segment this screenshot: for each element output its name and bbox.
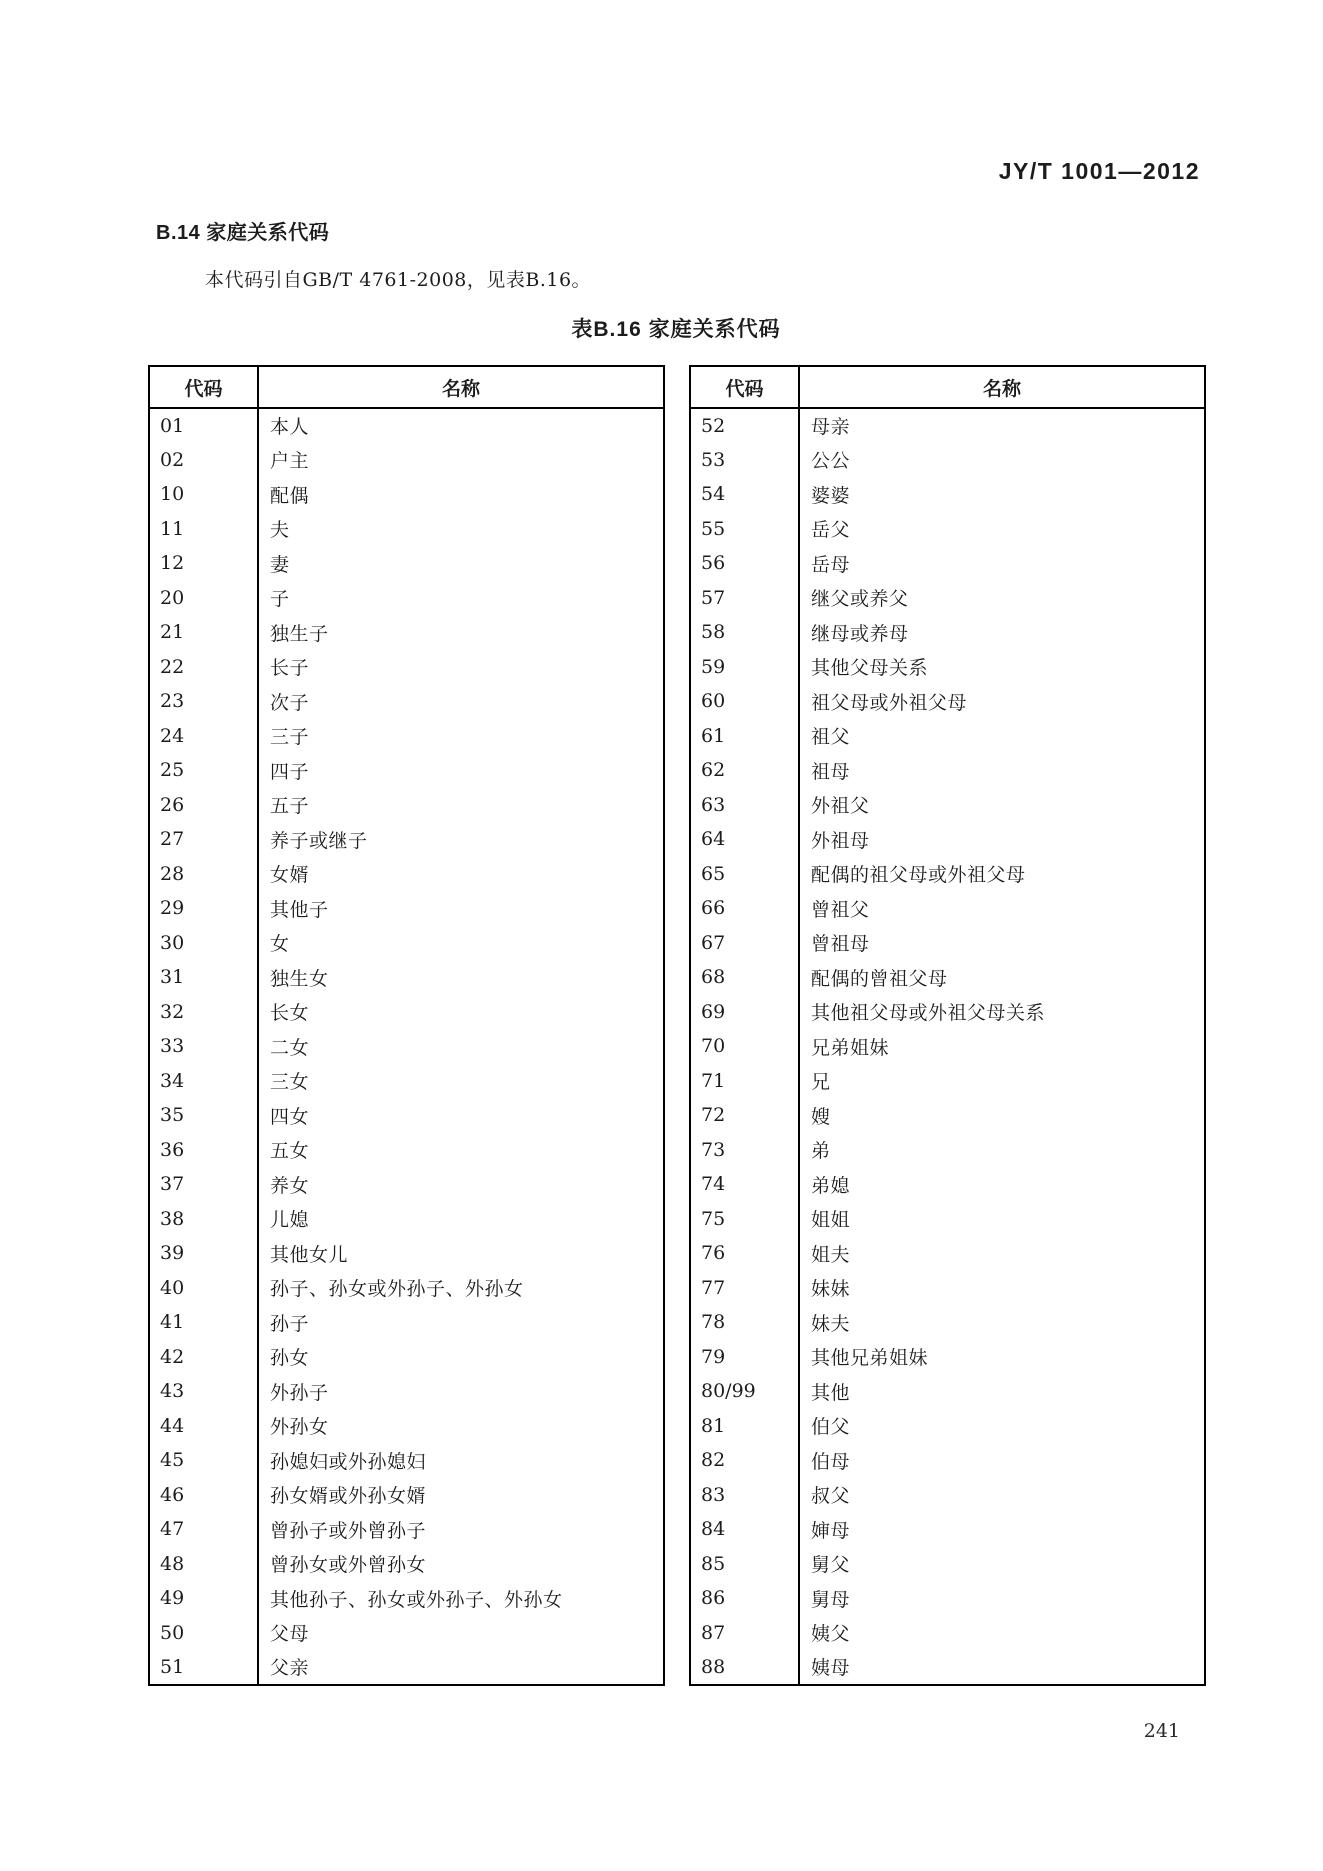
- name-cell: 弟: [811, 1140, 831, 1163]
- column-header-name: 名称: [799, 366, 1205, 408]
- code-cell: 02: [149, 443, 258, 478]
- code-cell: 32: [149, 995, 258, 1030]
- table-row: [690, 1098, 1205, 1133]
- name-cell: 祖父: [811, 726, 851, 749]
- name-cell: 其他祖父母或外祖父母关系: [811, 1002, 1046, 1025]
- name-cell: 曾祖母: [811, 933, 870, 956]
- table-row: [149, 1305, 664, 1340]
- table-row: [690, 1029, 1205, 1064]
- code-cell: 74: [690, 1167, 799, 1202]
- name-cell: 母亲: [811, 416, 851, 439]
- code-cell: 59: [690, 650, 799, 685]
- name-cell: 子: [270, 588, 290, 611]
- name-cell: 配偶: [270, 484, 310, 507]
- table-row: [690, 719, 1205, 754]
- table-row: [149, 926, 664, 961]
- name-cell: 祖父母或外祖父母: [811, 691, 968, 714]
- intro-paragraph: 本代码引自GB/T 4761-2008，见表B.16。: [205, 269, 592, 291]
- name-cell: 祖母: [811, 760, 851, 783]
- code-table: [148, 365, 665, 1686]
- table-row: [149, 1650, 664, 1685]
- table-row: [149, 1167, 664, 1202]
- code-cell: 72: [690, 1098, 799, 1133]
- table-row: [149, 822, 664, 857]
- table-row: [149, 443, 664, 478]
- table-row: [690, 926, 1205, 961]
- table-row: [149, 477, 664, 512]
- name-cell: 养女: [270, 1174, 310, 1197]
- code-cell: 71: [690, 1064, 799, 1099]
- code-cell: 64: [690, 822, 799, 857]
- table-row: [149, 1512, 664, 1547]
- code-cell: 11: [149, 512, 258, 547]
- name-cell: 其他女儿: [270, 1243, 349, 1266]
- name-cell: 姨母: [811, 1657, 851, 1680]
- table-row: [690, 684, 1205, 719]
- name-cell: 舅父: [811, 1554, 851, 1577]
- table-row: [690, 1547, 1205, 1582]
- code-cell: 01: [149, 408, 258, 443]
- table-row: [149, 1581, 664, 1616]
- code-cell: 26: [149, 788, 258, 823]
- name-cell: 妻: [270, 553, 290, 576]
- code-cell: 63: [690, 788, 799, 823]
- table-row: [149, 1616, 664, 1651]
- name-cell: 嫂: [811, 1105, 831, 1128]
- code-cell: 79: [690, 1340, 799, 1375]
- code-cell: 54: [690, 477, 799, 512]
- code-cell: 77: [690, 1271, 799, 1306]
- name-cell: 弟媳: [811, 1174, 851, 1197]
- table-row: [149, 788, 664, 823]
- code-cell: 21: [149, 615, 258, 650]
- code-cell: 42: [149, 1340, 258, 1375]
- table-row: [690, 408, 1205, 443]
- table-row: [690, 1374, 1205, 1409]
- name-cell: 孙媳妇或外孙媳妇: [270, 1450, 427, 1473]
- name-cell: 女婿: [270, 864, 310, 887]
- table-row: [690, 1236, 1205, 1271]
- code-cell: 81: [690, 1409, 799, 1444]
- name-cell: 五女: [270, 1140, 310, 1163]
- code-cell: 45: [149, 1443, 258, 1478]
- name-cell: 女: [270, 933, 290, 956]
- code-cell: 75: [690, 1202, 799, 1237]
- code-cell: 46: [149, 1478, 258, 1513]
- table-row: [690, 443, 1205, 478]
- name-cell: 叔父: [811, 1485, 851, 1508]
- table-caption: 表B.16 家庭关系代码: [571, 318, 781, 341]
- code-cell: 34: [149, 1064, 258, 1099]
- table-row: [149, 1340, 664, 1375]
- name-cell: 配偶的曾祖父母: [811, 967, 948, 990]
- code-cell: 36: [149, 1133, 258, 1168]
- table-row: [690, 1512, 1205, 1547]
- name-cell: 外祖母: [811, 829, 870, 852]
- code-cell: 20: [149, 581, 258, 616]
- table-row: [149, 857, 664, 892]
- name-cell: 三女: [270, 1071, 310, 1094]
- document-code-header: JY/T 1001—2012: [998, 158, 1200, 184]
- name-cell: 姐夫: [811, 1243, 851, 1266]
- table-row: [690, 477, 1205, 512]
- table-row: [690, 1133, 1205, 1168]
- table-row: [690, 1616, 1205, 1651]
- table-row: [149, 1374, 664, 1409]
- section-heading: B.14 家庭关系代码: [156, 222, 330, 244]
- name-cell: 其他子: [270, 898, 329, 921]
- name-cell: 孙女婿或外孙女婿: [270, 1485, 427, 1508]
- name-cell: 配偶的祖父母或外祖父母: [811, 864, 1026, 887]
- code-cell: 87: [690, 1616, 799, 1651]
- code-cell: 52: [690, 408, 799, 443]
- code-cell: 37: [149, 1167, 258, 1202]
- table-row: [690, 1478, 1205, 1513]
- table-row: [690, 1305, 1205, 1340]
- name-cell: 公公: [811, 450, 851, 473]
- table-row: [690, 1202, 1205, 1237]
- table-row: [149, 1202, 664, 1237]
- table-row: [149, 1029, 664, 1064]
- code-cell: 73: [690, 1133, 799, 1168]
- code-cell: 41: [149, 1305, 258, 1340]
- name-cell: 父母: [270, 1623, 310, 1646]
- name-cell: 其他: [811, 1381, 851, 1404]
- name-cell: 本人: [270, 416, 310, 439]
- code-cell: 69: [690, 995, 799, 1030]
- code-cell: 24: [149, 719, 258, 754]
- name-cell: 妹妹: [811, 1278, 851, 1301]
- name-cell: 二女: [270, 1036, 310, 1059]
- table-row: [690, 822, 1205, 857]
- table-row: [690, 1064, 1205, 1099]
- table-row: [149, 650, 664, 685]
- code-cell: 68: [690, 960, 799, 995]
- table-row: [149, 1236, 664, 1271]
- table-row: [690, 857, 1205, 892]
- family-relation-table-right: [689, 365, 1206, 1686]
- code-cell: 50: [149, 1616, 258, 1651]
- code-cell: 67: [690, 926, 799, 961]
- table-row: [690, 615, 1205, 650]
- table-row: [149, 1064, 664, 1099]
- table-row: [149, 1547, 664, 1582]
- name-cell: 舅母: [811, 1588, 851, 1611]
- name-cell: 孙子、孙女或外孙子、外孙女: [270, 1278, 524, 1301]
- code-cell: 88: [690, 1650, 799, 1685]
- code-cell: 47: [149, 1512, 258, 1547]
- name-cell: 姐姐: [811, 1209, 851, 1232]
- code-cell: 76: [690, 1236, 799, 1271]
- name-cell: 四女: [270, 1105, 310, 1128]
- table-row: [149, 615, 664, 650]
- table-row: [690, 1581, 1205, 1616]
- name-cell: 三子: [270, 726, 310, 749]
- name-cell: 妹夫: [811, 1312, 851, 1335]
- table-row: [149, 995, 664, 1030]
- code-cell: 51: [149, 1650, 258, 1685]
- code-table: [689, 365, 1206, 1686]
- table-row: [149, 581, 664, 616]
- code-cell: 30: [149, 926, 258, 961]
- table-row: [149, 546, 664, 581]
- name-cell: 曾孙子或外曾孙子: [270, 1519, 427, 1542]
- code-cell: 65: [690, 857, 799, 892]
- table-row: [149, 408, 664, 443]
- name-cell: 岳父: [811, 519, 851, 542]
- name-cell: 长女: [270, 1002, 310, 1025]
- code-cell: 57: [690, 581, 799, 616]
- code-cell: 78: [690, 1305, 799, 1340]
- table-row: [149, 512, 664, 547]
- name-cell: 孙子: [270, 1312, 310, 1335]
- table-row: [149, 684, 664, 719]
- table-row: [690, 1650, 1205, 1685]
- code-cell: 25: [149, 753, 258, 788]
- code-cell: 55: [690, 512, 799, 547]
- family-relation-table-left: [148, 365, 665, 1686]
- name-cell: 夫: [270, 519, 290, 542]
- table-row: [690, 512, 1205, 547]
- name-cell: 伯父: [811, 1416, 851, 1439]
- table-row: [149, 1133, 664, 1168]
- table-row: [149, 719, 664, 754]
- code-cell: 35: [149, 1098, 258, 1133]
- table-row: [690, 581, 1205, 616]
- column-header-code: 代码: [149, 366, 258, 408]
- name-cell: 兄弟姐妹: [811, 1036, 890, 1059]
- table-row: [149, 1409, 664, 1444]
- table-row: [690, 650, 1205, 685]
- name-cell: 曾祖父: [811, 898, 870, 921]
- code-cell: 83: [690, 1478, 799, 1513]
- name-cell: 继母或养母: [811, 622, 909, 645]
- table-row: [149, 753, 664, 788]
- table-row: [690, 788, 1205, 823]
- code-cell: 85: [690, 1547, 799, 1582]
- code-cell: 10: [149, 477, 258, 512]
- code-cell: 48: [149, 1547, 258, 1582]
- name-cell: 独生女: [270, 967, 329, 990]
- name-cell: 姨父: [811, 1623, 851, 1646]
- table-row: [690, 1340, 1205, 1375]
- code-cell: 82: [690, 1443, 799, 1478]
- code-cell: 22: [149, 650, 258, 685]
- table-row: [690, 546, 1205, 581]
- code-cell: 61: [690, 719, 799, 754]
- name-cell: 伯母: [811, 1450, 851, 1473]
- table-row: [149, 1443, 664, 1478]
- table-row: [149, 960, 664, 995]
- name-cell: 其他兄弟姐妹: [811, 1347, 929, 1370]
- name-cell: 次子: [270, 691, 310, 714]
- code-cell: 43: [149, 1374, 258, 1409]
- page-number: 241: [1143, 1720, 1180, 1742]
- table-header-row: [149, 366, 664, 408]
- name-cell: 曾孙女或外曾孙女: [270, 1554, 427, 1577]
- name-cell: 岳母: [811, 553, 851, 576]
- name-cell: 孙女: [270, 1347, 310, 1370]
- code-cell: 58: [690, 615, 799, 650]
- table-row: [149, 1478, 664, 1513]
- name-cell: 儿媳: [270, 1209, 310, 1232]
- name-cell: 父亲: [270, 1657, 310, 1680]
- table-row: [690, 1409, 1205, 1444]
- code-cell: 23: [149, 684, 258, 719]
- name-cell: 继父或养父: [811, 588, 909, 611]
- code-cell: 29: [149, 891, 258, 926]
- table-row: [149, 1271, 664, 1306]
- name-cell: 外祖父: [811, 795, 870, 818]
- code-cell: 44: [149, 1409, 258, 1444]
- name-cell: 养子或继子: [270, 829, 368, 852]
- code-cell: 70: [690, 1029, 799, 1064]
- name-cell: 兄: [811, 1071, 831, 1094]
- name-cell: 婆婆: [811, 484, 851, 507]
- table-row: [690, 891, 1205, 926]
- table-row: [149, 1098, 664, 1133]
- name-cell: 其他孙子、孙女或外孙子、外孙女: [270, 1588, 563, 1611]
- name-cell: 外孙女: [270, 1416, 329, 1439]
- code-cell: 80/99: [690, 1374, 799, 1409]
- code-cell: 38: [149, 1202, 258, 1237]
- name-cell: 长子: [270, 657, 310, 680]
- table-row: [690, 1167, 1205, 1202]
- code-cell: 12: [149, 546, 258, 581]
- code-cell: 27: [149, 822, 258, 857]
- name-cell: 其他父母关系: [811, 657, 929, 680]
- name-cell: 独生子: [270, 622, 329, 645]
- code-cell: 62: [690, 753, 799, 788]
- name-cell: 户主: [270, 450, 310, 473]
- code-cell: 60: [690, 684, 799, 719]
- name-cell: 外孙子: [270, 1381, 329, 1404]
- code-cell: 84: [690, 1512, 799, 1547]
- name-cell: 五子: [270, 795, 310, 818]
- table-row: [149, 891, 664, 926]
- name-cell: 婶母: [811, 1519, 851, 1542]
- code-cell: 33: [149, 1029, 258, 1064]
- table-row: [690, 753, 1205, 788]
- table-header-row: [690, 366, 1205, 408]
- table-row: [690, 1443, 1205, 1478]
- code-cell: 39: [149, 1236, 258, 1271]
- code-cell: 56: [690, 546, 799, 581]
- name-cell: 四子: [270, 760, 310, 783]
- table-row: [690, 995, 1205, 1030]
- code-cell: 53: [690, 443, 799, 478]
- code-cell: 28: [149, 857, 258, 892]
- code-cell: 40: [149, 1271, 258, 1306]
- table-row: [690, 1271, 1205, 1306]
- column-header-code: 代码: [690, 366, 799, 408]
- table-row: [690, 960, 1205, 995]
- code-cell: 31: [149, 960, 258, 995]
- code-cell: 86: [690, 1581, 799, 1616]
- code-cell: 66: [690, 891, 799, 926]
- code-cell: 49: [149, 1581, 258, 1616]
- column-header-name: 名称: [258, 366, 664, 408]
